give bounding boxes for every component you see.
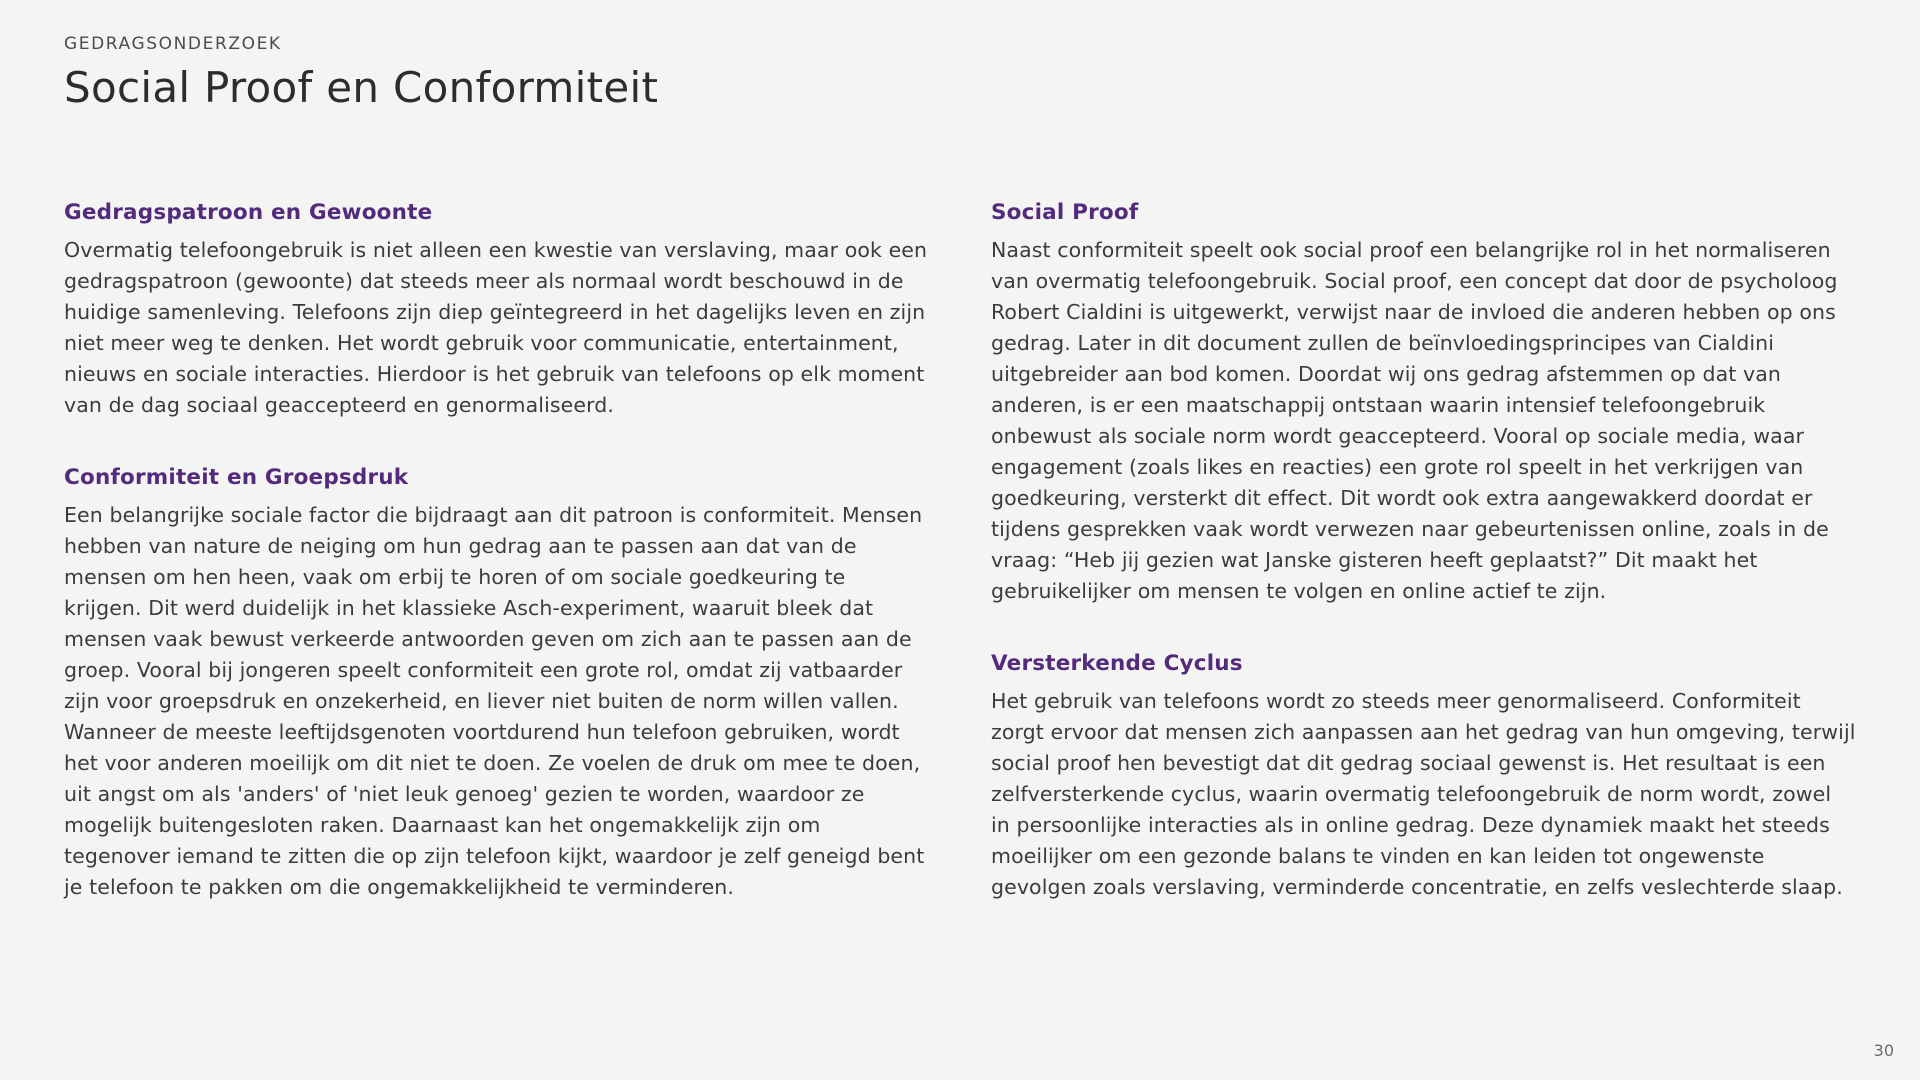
slide-header <box>64 34 1856 112</box>
section-gedragspatroon-en-gewoonte <box>64 200 929 421</box>
section-conformiteit-en-groepsdruk <box>64 465 929 903</box>
section-heading: Gedragspatroon en Gewoonte <box>64 200 433 226</box>
section-body: Naast conformiteit speelt ook social proof een belangrijke rol in het normaliseren van overmatig telefoongebruik. Social proof, een concept dat door de psycholoog Robert Cialdini is uitgewerkt, verwijst naar de invloed die anderen hebben op ons gedrag. Later in dit document zullen de beïnvloedingsprincipes van Cialdini uitgebreider aan bod komen. Doordat wij ons gedrag afstemmen op dat van anderen, is er een maatschappij ontstaan waarin intensief telefoongebruik onbewust als sociale norm wordt geaccepteerd. Vooral op sociale media, waar engagement (zoals likes en reacties) een grote rol speelt in het verkrijgen van goedkeuring, versterkt dit effect. Dit wordt ook extra aangewakkerd doordat er tijdens gesprekken vaak wordt verwezen naar gebeurtenissen online, zoals in de vraag: “Heb jij gezien wat Janske gisteren heeft geplaatst?” Dit maakt het gebruikelijker om mensen te volgen en online actief te zijn. <box>991 238 1838 604</box>
section-heading: Conformiteit en Groepsdruk <box>64 465 409 491</box>
page-number: 30 <box>1873 1041 1894 1060</box>
page-title: Social Proof en Conformiteit <box>64 63 659 112</box>
section-heading: Versterkende Cyclus <box>991 651 1243 677</box>
left-column <box>64 200 929 947</box>
section-heading: Social Proof <box>991 200 1139 226</box>
section-versterkende-cyclus <box>991 651 1856 903</box>
kicker-label: GEDRAGSONDERZOEK <box>64 34 282 54</box>
right-column <box>991 200 1856 947</box>
section-body: Een belangrijke sociale factor die bijdraagt aan dit patroon is conformiteit. Mensen hebben van nature de neiging om hun gedrag aan te passen aan dat van de mensen om hen heen, vaak om erbij te horen of om sociale goedkeuring te krijgen. Dit werd duidelijk in het klassieke Asch-experiment, waaruit bleek dat mensen vaak bewust verkeerde antwoorden geven om zich aan te passen aan de groep. Vooral bij jongeren speelt conformiteit een grote rol, omdat zij vatbaarder zijn voor groepsdruk en onzekerheid, en liever niet buiten de norm willen vallen. Wanneer de meeste leeftijdsgenoten voortdurend hun telefoon gebruiken, wordt het voor anderen moeilijk om dit niet te doen. Ze voelen de druk om mee te doen, uit angst om als 'anders' of 'niet leuk genoeg' gezien te worden, waardoor ze mogelijk buitengesloten raken. Daarnaast kan het ongemakkelijk zijn om tegenover iemand te zitten die op zijn telefoon kijkt, waardoor je zelf geneigd bent je telefoon te pakken om die ongemakkelijkheid te verminderen. <box>64 503 925 900</box>
section-body: Het gebruik van telefoons wordt zo steeds meer genormaliseerd. Conformiteit zorgt ervoor dat mensen zich aanpassen aan het gedrag van hun omgeving, terwijl social proof hen bevestigt dat dit gedrag sociaal gewenst is. Het resultaat is een zelfversterkende cyclus, waarin overmatig telefoongebruik de norm wordt, zowel in persoonlijke interacties als in online gedrag. Deze dynamiek maakt het steeds moeilijker om een gezonde balans te vinden en kan leiden tot ongewenste gevolgen zoals verslaving, verminderde concentratie, en zelfs veslechterde slaap. <box>991 689 1856 900</box>
content-columns <box>64 200 1856 947</box>
section-social-proof <box>991 200 1856 607</box>
section-body: Overmatig telefoongebruik is niet alleen een kwestie van verslaving, maar ook een gedragspatroon (gewoonte) dat steeds meer als normaal wordt beschouwd in de huidige samenleving. Telefoons zijn diep geïntegreerd in het dagelijks leven en zijn niet meer weg te denken. Het wordt gebruik voor communicatie, entertainment, nieuws en sociale interacties. Hierdoor is het gebruik van telefoons op elk moment van de dag sociaal geaccepteerd en genormaliseerd. <box>64 238 928 418</box>
